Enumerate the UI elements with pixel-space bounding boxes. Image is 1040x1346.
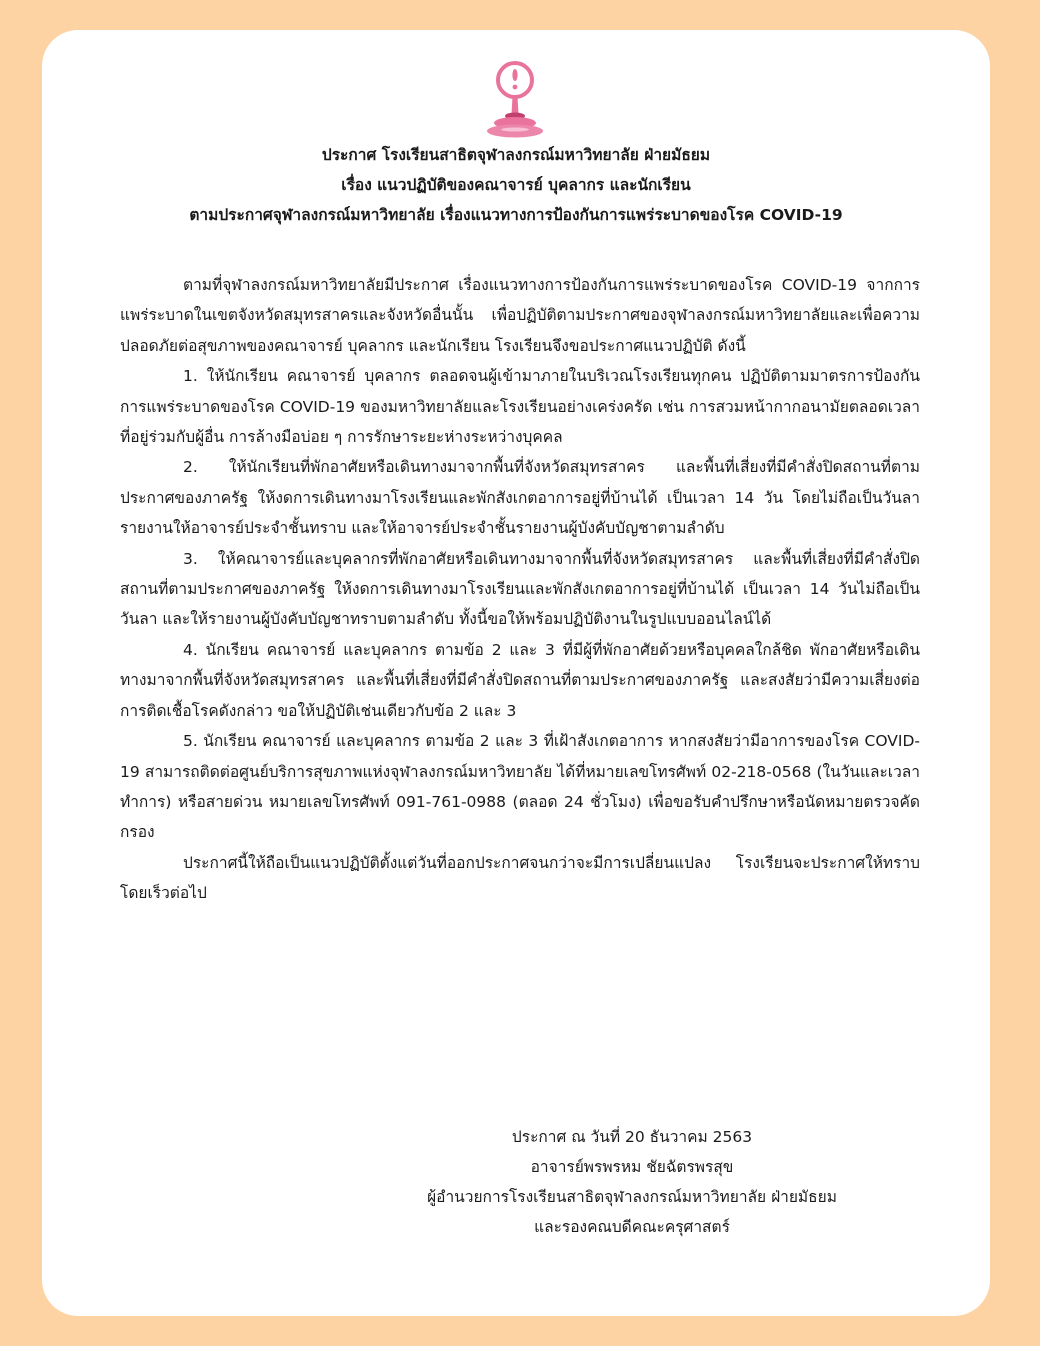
school-emblem-icon bbox=[485, 58, 545, 142]
item-3-paragraph: 3. ให้คณาจารย์และบุคลากรที่พักอาศัยหรือเดินทางมาจากพื้นที่จังหวัดสมุทรสาคร และพื้นที่เสี่ยงที่มีคำสั่งปิดสถานที่ตามประกาศของภาครัฐ ให้งดการเดินทางมาโรงเรียนและพักสังเกตอาการอยู่ที่บ้านได้ เป็นเวลา 14 วันไม่ถือเป็นวันลา และให้รายงานผู้บังคับบัญชาทราบตามลำดับ ทั้งนี้ขอให้พร้อมปฏิบัติงานในรูปแบบออนไลน์ได้ bbox=[120, 549, 920, 629]
signer-position: ผู้อำนวยการโรงเรียนสาธิตจุฬาลงกรณ์มหาวิทยาลัย ฝ่ายมัธยม bbox=[427, 1188, 837, 1206]
title-line-1: ประกาศ โรงเรียนสาธิตจุฬาลงกรณ์มหาวิทยาลัย ฝ่ายมัธยม bbox=[321, 146, 711, 164]
item-2-paragraph: 2. ให้นักเรียนที่พักอาศัยหรือเดินทางมาจากพื้นที่จังหวัดสมุทรสาคร และพื้นที่เสี่ยงที่มีคำสั่งปิดสถานที่ตามประกาศของภาครัฐ ให้งดการเดินทางมาโรงเรียนและพักสังเกตอาการอยู่ที่บ้านได้ เป็นเวลา 14 วัน โดยไม่ถือเป็นวันลา รายงานให้อาจารย์ประจำชั้นทราบ และให้อาจารย์ประจำชั้นรายงานผู้บังคับบัญชาตามลำดับ bbox=[120, 458, 920, 538]
announcement-header bbox=[42, 140, 990, 230]
signer-position-2: และรองคณบดีคณะครุศาสตร์ bbox=[534, 1218, 730, 1236]
title-line-2: เรื่อง แนวปฏิบัติของคณาจารย์ บุคลากร และนักเรียน bbox=[341, 176, 691, 194]
announcement-body bbox=[120, 270, 920, 909]
item-4-paragraph: 4. นักเรียน คณาจารย์ และบุคลากร ตามข้อ 2 และ 3 ที่มีผู้ที่พักอาศัยด้วยหรือบุคคลใกล้ชิด พักอาศัยหรือเดินทางมาจากพื้นที่จังหวัดสมุทรสาคร และพื้นที่เสี่ยงที่มีคำสั่งปิดสถานที่ตามประกาศของภาครัฐ และสงสัยว่ามีความเสี่ยงต่อการติดเชื้อโรคดังกล่าว ขอให้ปฏิบัติเช่นเดียวกับข้อ 2 และ 3 bbox=[120, 640, 920, 720]
signer-name: อาจารย์พรพรหม ชัยฉัตรพรสุข bbox=[530, 1158, 734, 1176]
announcement-card bbox=[42, 30, 990, 1316]
item-1-paragraph: 1. ให้นักเรียน คณาจารย์ บุคลากร ตลอดจนผู้เข้ามาภายในบริเวณโรงเรียนทุกคน ปฏิบัติตามมาตรการป้องกันการแพร่ระบาดของโรค COVID-19 ของมหาวิทยาลัยและโรงเรียนอย่างเคร่งครัด เช่น การสวมหน้ากากอนามัยตลอดเวลาที่อยู่ร่วมกับผู้อื่น การล้างมือบ่อย ๆ การรักษาระยะห่างระหว่างบุคคล bbox=[120, 367, 920, 447]
title-line-3: ตามประกาศจุฬาลงกรณ์มหาวิทยาลัย เรื่องแนวทางการป้องกันการแพร่ระบาดของโรค COVID-19 bbox=[189, 206, 843, 224]
closing-paragraph: ประกาศนี้ให้ถือเป็นแนวปฏิบัติตั้งแต่วันที่ออกประกาศจนกว่าจะมีการเปลี่ยนแปลง โรงเรียนจะประกาศให้ทราบโดยเร็วต่อไป bbox=[120, 853, 920, 903]
intro-paragraph: ตามที่จุฬาลงกรณ์มหาวิทยาลัยมีประกาศ เรื่องแนวทางการป้องกันการแพร่ระบาดของโรค COVID-19 จากการแพร่ระบาดในเขตจังหวัดสมุทรสาครและจังหวัดอื่นนั้น เพื่อปฏิบัติตามประกาศของจุฬาลงกรณ์มหาวิทยาลัยและเพื่อความปลอดภัยต่อสุขภาพของคณาจารย์ บุคลากร และนักเรียน โรงเรียนจึงขอประกาศแนวปฏิบัติ ดังนี้ bbox=[120, 276, 920, 355]
item-5-paragraph: 5. นักเรียน คณาจารย์ และบุคลากร ตามข้อ 2 และ 3 ที่เฝ้าสังเกตอาการ หากสงสัยว่ามีอาการของโรค COVID-19 สามารถติดต่อศูนย์บริการสุขภาพแห่งจุฬาลงกรณ์มหาวิทยาลัย ได้ที่หมายเลขโทรศัพท์ 02-218-0568 (ในวันและเวลาทำการ) หรือสายด่วน หมายเลขโทรศัพท์ 091-761-0988 (ตลอด 24 ชั่วโมง) เพื่อขอรับคำปรึกษาหรือนัดหมายตรวจคัดกรอง bbox=[120, 732, 920, 842]
announcement-date: ประกาศ ณ วันที่ 20 ธันวาคม 2563 bbox=[511, 1128, 753, 1146]
signature-block bbox=[422, 1122, 842, 1242]
